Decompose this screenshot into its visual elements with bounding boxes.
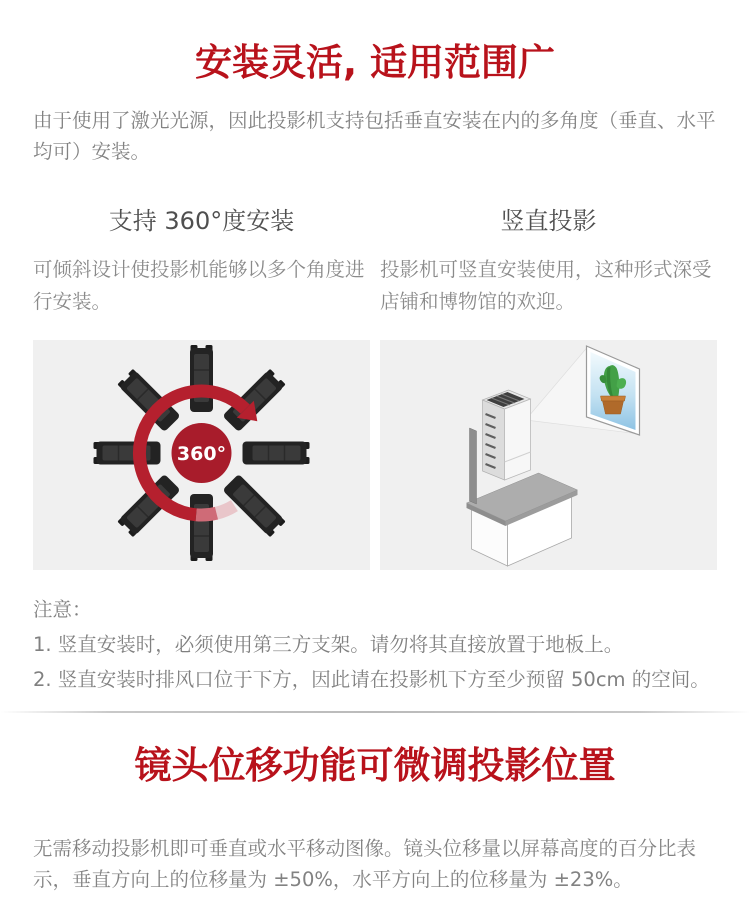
note-item-2: 2. 竖直安装时排风口位于下方，因此请在投影机下方至少预留 50cm 的空间。 — [33, 668, 710, 692]
mount-pole — [470, 428, 477, 504]
notes-label: 注意： — [33, 598, 92, 622]
badge-360-label: 360° — [176, 443, 227, 466]
lens-shift-paragraph: 无需移动投影机即可垂直或水平移动图像。镜头位移量以屏幕高度的百分比表示，垂直方向上的位移量为 ±50%，水平方向上的位移量为 ±23%。 — [33, 836, 697, 891]
column-heading-360: 支持 360°度安装 — [108, 207, 295, 236]
vertical-projection-svg — [380, 340, 717, 570]
feature-columns — [33, 205, 717, 570]
column-body-360: 可倾斜设计使投影机能够以多个角度进行安装。 — [33, 258, 365, 314]
rotation-360-illustration — [33, 340, 370, 570]
intro-paragraph: 由于使用了激光光源，因此投影机支持包括垂直安装在内的多角度（垂直、水平均可）安装。 — [33, 109, 716, 164]
notes-block — [33, 592, 717, 697]
section-title-flexible-install: 安装灵活, 适用范围广 — [195, 41, 555, 84]
section-title-lens-shift: 镜头位移功能可微调投影位置 — [134, 744, 616, 788]
column-body-vertical: 投影机可竖直安装使用，这种形式深受店铺和博物馆的欢迎。 — [380, 258, 712, 314]
feature-column-360 — [33, 205, 370, 570]
projector-device — [483, 390, 531, 480]
note-item-1: 1. 竖直安装时，必须使用第三方支架。请勿将其直接放置于地板上。 — [33, 633, 624, 657]
feature-column-vertical — [380, 205, 717, 570]
rotation-360-svg — [33, 340, 370, 570]
vertical-projection-illustration — [380, 340, 717, 570]
column-heading-vertical: 竖直投影 — [500, 207, 597, 236]
